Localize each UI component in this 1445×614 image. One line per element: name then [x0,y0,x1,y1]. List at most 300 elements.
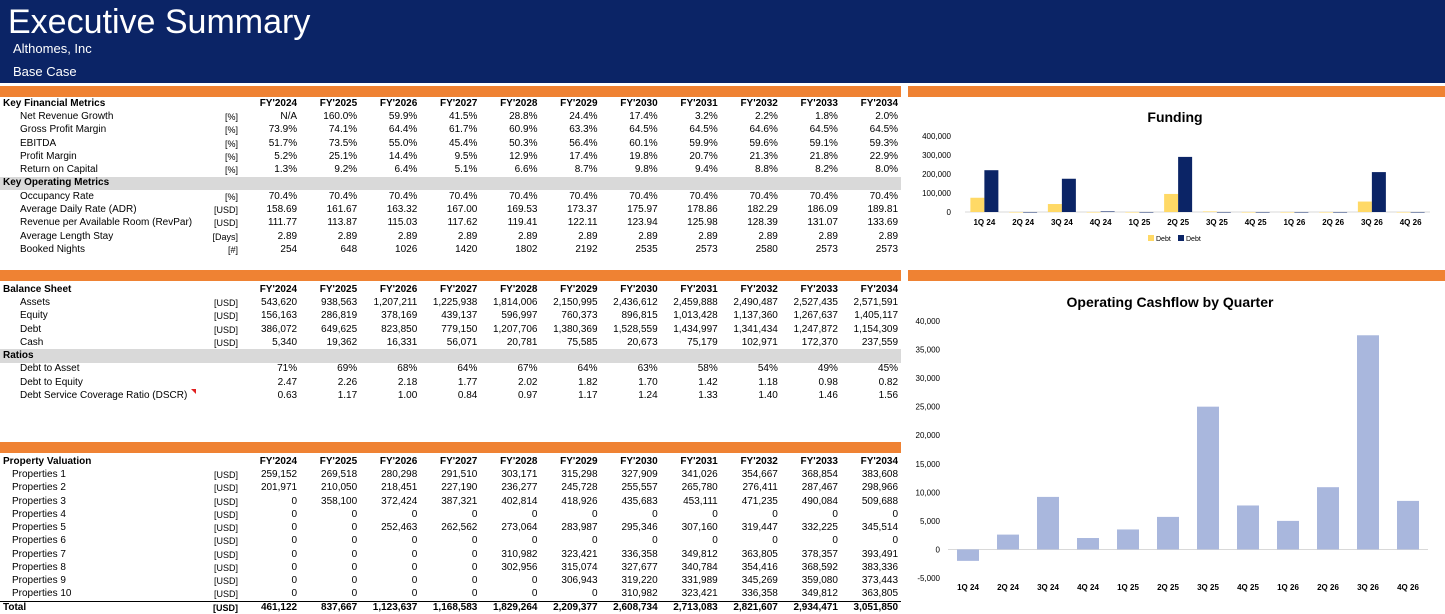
row-label: Occupancy Rate [20,190,94,202]
value-cell: 779,150 [441,323,478,335]
value-cell: 178.86 [687,204,718,216]
funding-bar [1023,212,1037,213]
value-cell: 45% [878,363,899,375]
row-label: Return on Capital [20,164,98,176]
value-cell: 5.2% [274,150,298,162]
value-cell: 51.7% [268,137,298,149]
funding-bar [1178,157,1192,212]
unit-cell: [USD] [213,205,238,216]
cashflow-bar [997,535,1019,550]
table-row [0,575,901,588]
subsection-title: Key Operating Metrics [0,177,901,190]
value-cell: 1.24 [638,390,658,402]
value-cell: 310,982 [501,548,538,560]
value-cell: 2,209,377 [540,601,600,614]
x-tick-label: 4Q 24 [1089,218,1112,227]
year-header: FY'2031 [680,455,718,467]
value-cell: 20,781 [506,336,538,348]
value-cell: 1,123,637 [360,601,420,614]
value-cell: 122.11 [567,217,598,229]
y-tick-label: -5,000 [917,574,940,583]
value-cell: 2,150,995 [553,296,598,308]
value-cell: 0 [291,535,298,547]
row-label: Properties 10 [12,588,72,600]
value-cell: 307,160 [681,522,718,534]
unit-cell: [USD] [213,549,238,560]
value-cell: 0 [592,535,598,547]
value-cell: 210,050 [321,482,358,494]
value-cell: 17.4% [569,150,598,162]
x-tick-label: 3Q 25 [1205,218,1228,227]
value-cell: 327,677 [621,562,658,574]
value-cell: 0 [411,548,418,560]
value-cell: 1.77 [457,376,478,388]
value-cell: 25.1% [328,150,358,162]
section-header-row [0,455,901,468]
value-cell: 1802 [515,243,538,255]
row-label: Debt to Asset [20,363,80,375]
value-cell: 0 [291,495,298,507]
cashflow-chart [908,312,1445,602]
value-cell: 6.6% [514,164,538,176]
funding-bar [1256,212,1270,213]
value-cell: 55.0% [388,137,418,149]
value-cell: 50.3% [509,137,538,149]
scenario-label: Base Case [13,64,77,79]
value-cell: 75,179 [687,336,718,348]
unit-cell [200,455,240,468]
year-header: FY'2026 [379,283,418,295]
value-cell: 373,443 [861,575,899,587]
value-cell: 113.87 [327,217,358,229]
value-cell: 67% [517,363,538,375]
unit-cell: [USD] [213,297,238,308]
value-cell: 59.3% [869,137,899,149]
value-cell: 5.1% [454,164,478,176]
value-cell: 0 [411,508,418,520]
unit-cell: [USD] [213,324,238,335]
row-label: Properties 9 [12,575,66,587]
value-cell: 0 [832,535,838,547]
y-tick-label: 0 [946,208,951,217]
value-cell: 2,459,888 [673,296,718,308]
value-cell: 336,358 [741,588,778,600]
value-cell: 64.4% [388,124,418,136]
value-cell: 156,163 [260,310,298,322]
x-tick-label: 2Q 26 [1322,218,1345,227]
row-label: Assets [20,296,51,308]
row-label: EBITDA [20,137,57,149]
y-tick-label: 200,000 [922,170,951,179]
value-cell: 0 [892,508,899,520]
value-cell: 306,943 [561,575,598,587]
value-cell: 70.4% [388,190,418,202]
value-cell: 345,269 [741,575,778,587]
value-cell: 74.1% [328,124,358,136]
unit-cell: [USD] [213,469,238,480]
table-row [0,468,901,481]
funding-bar [1125,212,1139,213]
value-cell: 1026 [395,243,418,255]
value-cell: 1,247,872 [793,323,838,335]
value-cell: 336,358 [621,548,658,560]
unit-cell: [%] [224,125,238,136]
value-cell: 3.2% [694,110,718,122]
value-cell: 1.00 [397,390,418,402]
row-label: Profit Margin [20,150,77,162]
value-cell: 368,854 [801,468,838,480]
year-header: FY'2030 [620,97,658,109]
value-cell: 161.67 [326,204,358,216]
value-cell: 254 [280,243,298,255]
value-cell: 837,667 [300,601,360,614]
year-header: FY'2032 [740,97,778,109]
value-cell: 490,084 [801,495,838,507]
value-cell: 273,064 [501,522,538,534]
value-cell: 1,137,360 [733,310,778,322]
year-header: FY'2027 [439,455,478,467]
value-cell: 0 [291,522,298,534]
value-cell: 2.2% [755,110,778,122]
value-cell: 509,688 [861,495,899,507]
value-cell: 315,298 [561,468,598,480]
section-title: Key Financial Metrics [3,97,106,109]
year-header: FY'2034 [860,97,899,109]
value-cell: 262,562 [441,522,478,534]
legend-swatch [1148,235,1154,241]
unit-cell: [%] [224,165,238,176]
row-label: Properties 5 [12,522,66,534]
value-cell: 2580 [755,243,778,255]
value-cell: 286,819 [321,310,358,322]
value-cell: 0 [471,548,478,560]
row-label: Gross Profit Margin [20,124,107,136]
year-header: FY'2034 [860,455,899,467]
value-cell: 0.84 [457,390,478,402]
property-valuation-table [0,455,901,614]
value-cell: 61.7% [449,124,478,136]
value-cell: 252,463 [381,522,418,534]
value-cell: 255,557 [621,482,658,494]
value-cell: 128.39 [747,217,778,229]
y-tick-label: 20,000 [915,431,940,441]
value-cell: 363,805 [741,548,778,560]
value-cell: 265,780 [681,482,718,494]
table-row [0,561,901,574]
value-cell: 291,510 [441,468,478,480]
value-cell: 70.4% [268,190,298,202]
unit-cell: [%] [224,111,238,122]
value-cell: 323,421 [681,588,718,600]
unit-cell [200,376,240,389]
row-label: Average Daily Rate (ADR) [20,204,137,216]
row-label: Net Revenue Growth [20,110,114,122]
value-cell: 0 [471,562,478,574]
x-tick-label: 1Q 24 [973,218,996,227]
unit-cell [200,97,240,110]
x-tick-label: 1Q 26 [1277,583,1299,592]
legend-label: Debt [1156,236,1171,243]
value-cell: 0 [351,508,358,520]
row-label: Properties 7 [12,548,66,560]
funding-bar [1358,202,1372,212]
row-label: Properties 4 [12,508,66,520]
value-cell: 363,805 [861,588,899,600]
value-cell: 2.89 [578,230,598,242]
year-header: FY'2029 [560,455,598,467]
value-cell: 0 [351,575,358,587]
unit-cell: [USD] [213,536,238,547]
table-row [0,389,901,402]
value-cell: 0 [471,508,478,520]
value-cell: 2.89 [878,230,899,242]
table-row [0,548,901,561]
y-tick-label: 15,000 [915,459,940,469]
funding-bar [1062,179,1076,212]
funding-bar [1319,212,1333,213]
x-tick-label: 4Q 24 [1077,583,1099,592]
value-cell: 276,411 [742,482,778,494]
value-cell: 117.62 [447,217,478,229]
value-cell: 2.89 [457,230,478,242]
value-cell: 1,434,997 [673,323,718,335]
unit-cell: [USD] [213,523,238,534]
value-cell: 331,989 [681,575,718,587]
cashflow-bar [1237,505,1259,549]
value-cell: 102,971 [741,336,778,348]
cashflow-bar [957,549,979,560]
value-cell: 461,122 [240,601,300,614]
value-cell: 1.33 [698,390,718,402]
value-cell: 64.5% [809,124,838,136]
value-cell: 0 [832,508,838,520]
row-label: Equity [20,310,48,322]
row-label: Cash [20,336,44,348]
funding-bar [1372,172,1386,212]
funding-bar [1397,212,1411,213]
value-cell: 54% [757,363,778,375]
year-header: FY'2024 [259,455,298,467]
value-cell: 0 [471,575,478,587]
x-tick-label: 1Q 25 [1128,218,1151,227]
value-cell: 163.32 [386,204,418,216]
value-cell: 0 [531,575,538,587]
value-cell: 649,625 [321,323,358,335]
funding-chart-title: Funding [1147,109,1203,125]
value-cell: 938,563 [321,296,358,308]
value-cell: 1,267,637 [793,310,838,322]
unit-cell: [%] [224,191,238,202]
value-cell: 70.4% [749,190,778,202]
value-cell: 131.07 [807,217,838,229]
value-cell: 218,451 [381,482,418,494]
table-row [0,310,901,323]
value-cell: 189.81 [867,204,899,216]
value-cell: 75,585 [566,336,598,348]
value-cell: 9.2% [334,164,358,176]
value-cell: 70.4% [869,190,899,202]
x-tick-label: 3Q 24 [1050,218,1073,227]
value-cell: 2.47 [277,376,298,388]
value-cell: 2.89 [337,230,358,242]
table-row [0,110,901,123]
value-cell: 349,812 [801,588,838,600]
value-cell: 0 [291,588,298,600]
value-cell: 372,424 [381,495,418,507]
value-cell: 111.77 [267,217,298,229]
row-label: Debt to Equity [20,376,83,388]
value-cell: 56.4% [569,137,598,149]
x-tick-label: 2Q 24 [1012,218,1035,227]
year-header: FY'2029 [560,97,598,109]
value-cell: 8.2% [815,164,838,176]
value-cell: 349,812 [681,548,718,560]
table-row [0,150,901,163]
table-row [0,217,901,230]
value-cell: 59.1% [809,137,838,149]
value-cell: 259,152 [260,468,298,480]
value-cell: 2,821,607 [721,601,781,614]
value-cell: 0 [411,562,418,574]
cashflow-bar [1077,538,1099,549]
value-cell: 0 [892,535,899,547]
table-row [0,124,901,137]
value-cell: 0 [291,575,298,587]
year-header: FY'2032 [740,455,778,467]
value-cell: 0 [351,588,358,600]
value-cell: 70.4% [449,190,478,202]
legend-swatch [1178,235,1184,241]
value-cell: 21.3% [749,150,778,162]
y-tick-label: 300,000 [922,151,951,160]
y-tick-label: 25,000 [915,402,940,412]
balance-sheet-table [0,283,901,403]
value-cell: 0 [351,548,358,560]
year-header: FY'2034 [860,283,899,295]
section-divider [908,86,1445,97]
table-row [0,482,901,495]
value-cell: 2.89 [638,230,658,242]
table-row [0,376,901,389]
value-cell: 383,336 [861,562,899,574]
table-row [0,137,901,150]
value-cell: 340,784 [681,562,718,574]
table-row [0,203,901,216]
unit-cell [200,283,240,296]
value-cell: 2.89 [518,230,538,242]
year-header: FY'2028 [500,283,538,295]
value-cell: 63.3% [569,124,598,136]
value-cell: 49% [817,363,838,375]
funding-bar [1411,212,1425,213]
funding-bar [1101,211,1115,212]
value-cell: 158.69 [266,204,298,216]
value-cell: 323,421 [561,548,598,560]
value-cell: 236,277 [501,482,538,494]
value-cell: 64% [577,363,598,375]
funding-bar [1139,212,1153,213]
comment-indicator-icon[interactable] [191,389,196,394]
funding-bar [1242,212,1256,213]
value-cell: 45.4% [449,137,478,149]
value-cell: 358,100 [321,495,358,507]
value-cell: 0 [291,562,298,574]
value-cell: 2.89 [277,230,298,242]
y-tick-label: 30,000 [915,374,940,384]
value-cell: 280,298 [381,468,418,480]
value-cell: 345,514 [861,522,899,534]
row-label: Debt Service Coverage Ratio (DSCR) [0,389,200,402]
year-header: FY'2024 [259,283,298,295]
value-cell: 2573 [815,243,838,255]
value-cell: 1,207,706 [492,323,538,335]
unit-cell [200,363,240,376]
x-tick-label: 4Q 25 [1237,583,1259,592]
page-title: Executive Summary [8,3,311,41]
value-cell: 1.56 [878,390,899,402]
value-cell: 378,357 [801,548,838,560]
row-label: Average Length Stay [20,230,114,242]
x-tick-label: 1Q 25 [1117,583,1139,592]
value-cell: 1,207,211 [373,296,418,308]
value-cell: 173.37 [566,204,598,216]
x-tick-label: 4Q 25 [1244,218,1267,227]
x-tick-label: 2Q 25 [1157,583,1179,592]
value-cell: 8.0% [875,164,899,176]
unit-cell: [USD] [213,496,238,507]
value-cell: 28.8% [509,110,538,122]
value-cell: 1.42 [698,376,718,388]
x-tick-label: 4Q 26 [1397,583,1419,592]
value-cell: 1.17 [578,390,598,402]
value-cell: 2,934,471 [781,601,841,614]
value-cell: 59.9% [689,137,718,149]
total-row [0,601,901,614]
value-cell: 64.5% [869,124,899,136]
value-cell: 245,728 [561,482,598,494]
x-tick-label: 2Q 25 [1167,218,1190,227]
section-title: Balance Sheet [3,283,72,295]
table-row [0,243,901,256]
value-cell: 2.89 [758,230,778,242]
value-cell: 1.70 [638,376,658,388]
cashflow-bar [1117,529,1139,549]
year-header: FY'2032 [740,283,778,295]
funding-chart [908,126,1445,256]
year-header: FY'2029 [560,283,598,295]
unit-cell: [USD] [213,576,238,587]
unit-cell: [USD] [213,563,238,574]
value-cell: 0 [531,508,538,520]
value-cell: 8.7% [574,164,598,176]
row-label: Revenue per Available Room (RevPar) [20,217,193,229]
table-row [0,363,901,376]
value-cell: 383,608 [861,468,899,480]
unit-cell: [USD] [200,601,240,614]
value-cell: 341,026 [681,468,718,480]
value-cell: 1.82 [578,376,598,388]
value-cell: 20,673 [627,336,658,348]
row-label: Properties 6 [12,535,66,547]
value-cell: 1,380,369 [553,323,598,335]
section-title: Property Valuation [3,455,92,467]
value-cell: 201,971 [260,482,298,494]
value-cell: 359,080 [801,575,838,587]
value-cell: 2,527,435 [793,296,838,308]
y-tick-label: 35,000 [915,345,940,355]
value-cell: 310,982 [621,588,658,600]
year-header: FY'2025 [319,283,358,295]
